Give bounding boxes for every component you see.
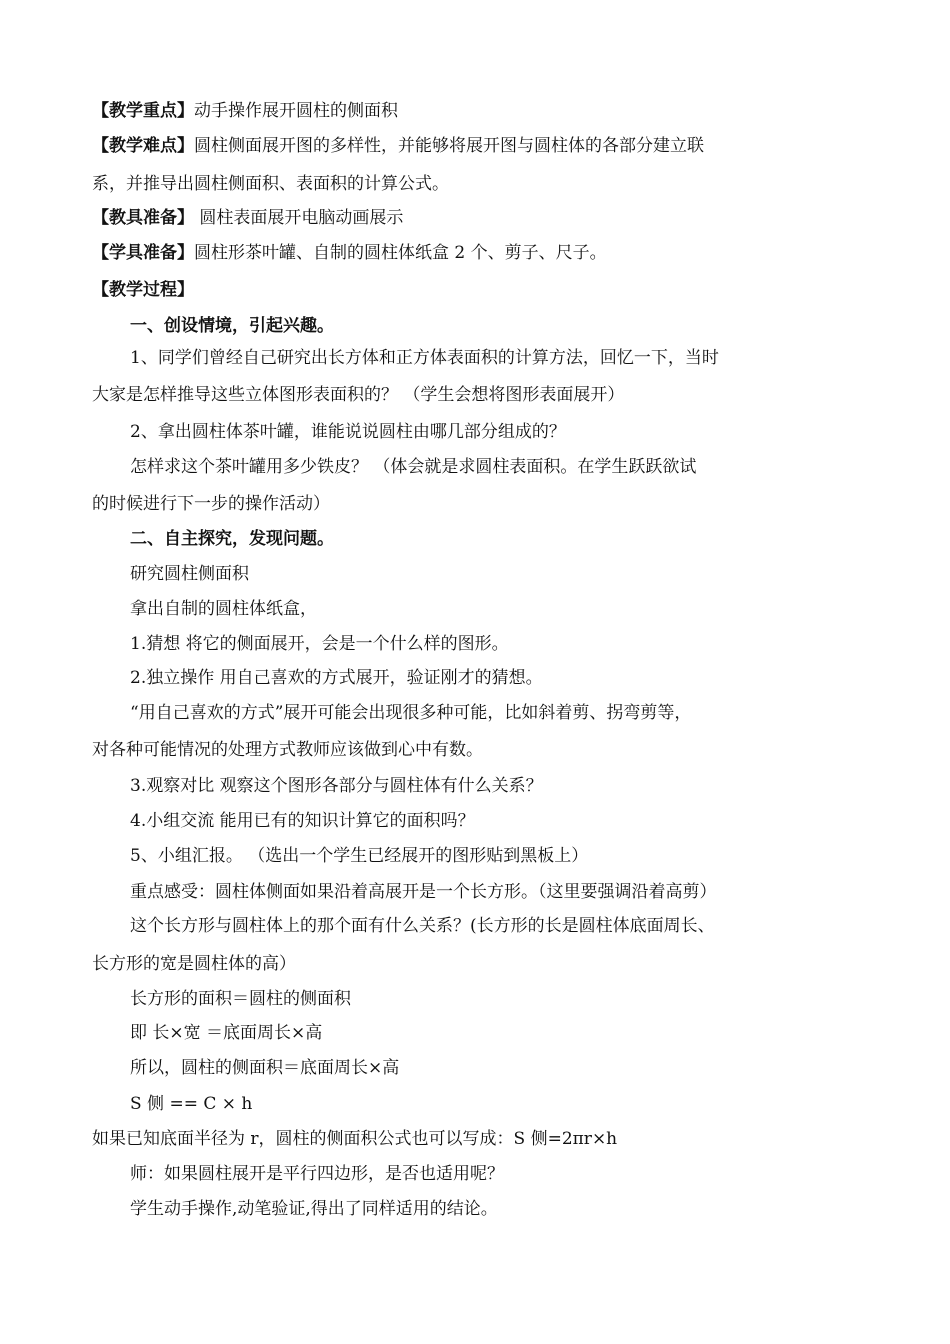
paragraph-13-line-1: 这个长方形与圆柱体上的那个面有什么关系？(长方形的长是圆柱体底面周长、	[130, 916, 715, 936]
paragraph-11: 5、小组汇报。 （选出一个学生已经展开的图形贴到黑板上）	[130, 846, 589, 866]
key-points-text: 动手操作展开圆柱的侧面积	[194, 101, 398, 121]
student-prep-label: 【学具准备】	[92, 243, 194, 263]
difficulty-line	[92, 134, 704, 158]
key-points-line	[92, 99, 398, 123]
difficulty-text-continued: 系，并推导出圆柱侧面积、表面积的计算公式。	[92, 174, 449, 194]
paragraph-7: 2.独立操作 用自己喜欢的方式展开，验证刚才的猜想。	[130, 668, 543, 688]
paragraph-9: 3.观察对比 观察这个图形各部分与圆柱体有什么关系？	[130, 776, 543, 796]
paragraph-10: 4.小组交流 能用已有的知识计算它的面积吗？	[130, 811, 475, 831]
paragraph-15: 即 长×宽 ＝底面周长×高	[130, 1023, 323, 1043]
formula-lateral-area: S 侧 == C × h	[130, 1094, 253, 1114]
paragraph-2: 2、拿出圆柱体茶叶罐，谁能说说圆柱由哪几部分组成的？	[130, 422, 566, 442]
paragraph-12: 重点感受：圆柱体侧面如果沿着高展开是一个长方形。（这里要强调沿着高剪）	[130, 882, 717, 902]
difficulty-label: 【教学难点】	[92, 136, 194, 156]
paragraph-8-line-1: “用自己喜欢的方式”展开可能会出现很多种可能，比如斜着剪、拐弯剪等，	[130, 703, 692, 723]
paragraph-3-line-1: 怎样求这个茶叶罐用多少铁皮？ （体会就是求圆柱表面积。在学生跃跃欲试	[130, 457, 697, 477]
paragraph-5: 拿出自制的圆柱体纸盒，	[130, 599, 317, 619]
paragraph-3-line-2: 的时候进行下一步的操作活动）	[92, 494, 330, 514]
process-label: 【教学过程】	[92, 280, 194, 300]
paragraph-13-line-2: 长方形的宽是圆柱体的高）	[92, 954, 296, 974]
paragraph-14: 长方形的面积＝圆柱的侧面积	[130, 989, 351, 1009]
paragraph-8-line-2: 对各种可能情况的处理方式教师应该做到心中有数。	[92, 740, 483, 760]
section2-heading: 二、自主探究，发现问题。	[130, 529, 334, 549]
paragraph-20: 学生动手操作,动笔验证,得出了同样适用的结论。	[130, 1199, 498, 1219]
teacher-prep-label: 【教具准备】	[92, 208, 194, 228]
paragraph-6: 1.猜想 将它的侧面展开，会是一个什么样的图形。	[130, 634, 509, 654]
paragraph-1-line-1: 1、同学们曾经自己研究出长方体和正方体表面积的计算方法，回忆一下，当时	[130, 348, 719, 368]
section1-heading: 一、创设情境，引起兴趣。	[130, 316, 334, 336]
paragraph-18: 如果已知底面半径为 r，圆柱的侧面积公式也可以写成：S 侧=2πr×h	[92, 1129, 618, 1149]
paragraph-4: 研究圆柱侧面积	[130, 564, 249, 584]
student-prep-line	[92, 241, 607, 265]
student-prep-text: 圆柱形茶叶罐、自制的圆柱体纸盒 2 个、剪子、尺子。	[194, 243, 607, 263]
difficulty-text: 圆柱侧面展开图的多样性，并能够将展开图与圆柱体的各部分建立联	[194, 136, 704, 156]
paragraph-1-line-2: 大家是怎样推导这些立体图形表面积的？ （学生会想将图形表面展开）	[92, 385, 625, 405]
paragraph-16: 所以，圆柱的侧面积＝底面周长×高	[130, 1058, 400, 1078]
key-points-label: 【教学重点】	[92, 101, 194, 121]
teacher-prep-text: 圆柱表面展开电脑动画展示	[194, 208, 404, 228]
paragraph-19: 师：如果圆柱展开是平行四边形，是否也适用呢？	[130, 1164, 504, 1184]
teacher-prep-line	[92, 206, 403, 230]
